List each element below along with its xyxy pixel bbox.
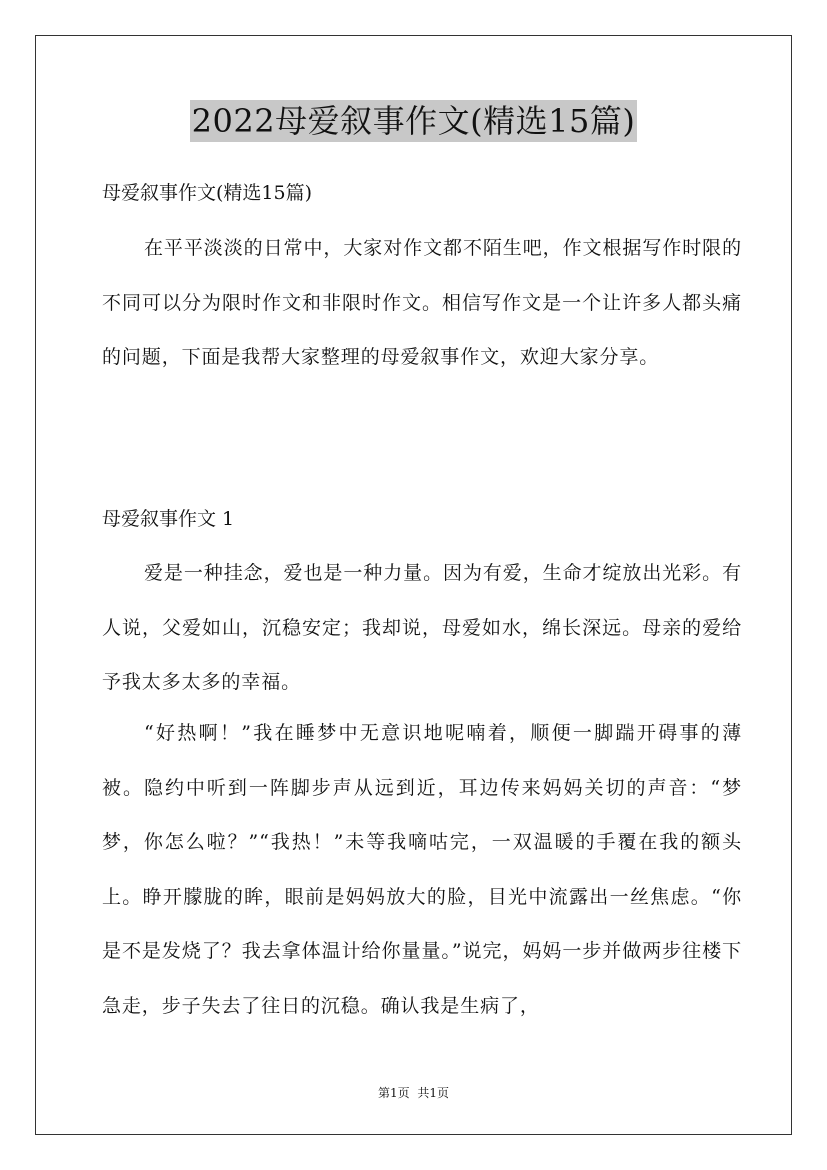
section-heading: 母爱叙事作文 1: [102, 508, 235, 530]
intro-paragraph: 在平平淡淡的日常中，大家对作文都不陌生吧，作文根据写作时限的不同可以分为限时作文和非限时作文。相信写作文是一个让许多人都头痛的问题，下面是我帮大家整理的母爱叙事作文，欢迎大家分享。: [102, 237, 742, 369]
title-container: [0, 100, 827, 142]
body-paragraph-1: 爱是一种挂念，爱也是一种力量。因为有爱，生命才绽放出光彩。有人说，父爱如山，沉稳安定；我却说，母爱如水，绵长深远。母亲的爱给予我太多太多的幸福。: [102, 562, 742, 694]
page-footer: [0, 1085, 827, 1101]
document-title: 2022母爱叙事作文(精选15篇): [191, 102, 636, 140]
page-number: 第1页: [378, 1086, 410, 1100]
document-subtitle: 母爱叙事作文(精选15篇): [102, 182, 313, 204]
body-paragraph-2: “好热啊！”我在睡梦中无意识地呢喃着，顺便一脚踹开碍事的薄被。隐约中听到一阵脚步声从远到近，耳边传来妈妈关切的声音：“梦梦，你怎么啦？”“我热！”未等我嘀咕完，一双温暖的手覆在我的额头上。睁开朦胧的眸，眼前是妈妈放大的脸，目光中流露出一丝焦虑。“你是不是发烧了？我去拿体温计给你量量。”说完，妈妈一步并做两步往楼下急走，步子失去了往日的沉稳。确认我是生病了，: [102, 722, 742, 1017]
page-total: 共1页: [417, 1086, 449, 1100]
